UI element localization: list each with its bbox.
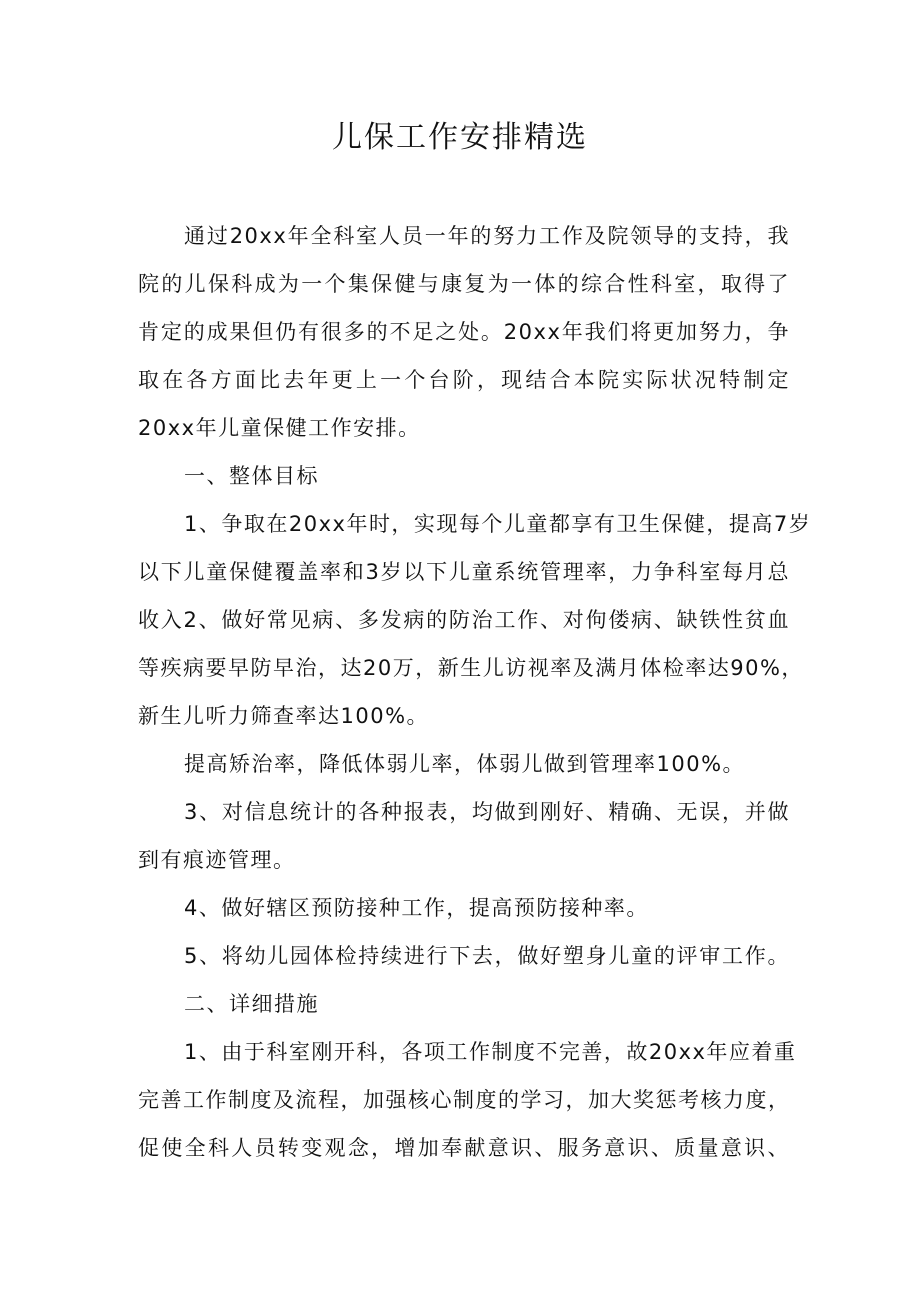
body-line: 等疾病要早防早治，达20万，新生儿访视率及满月体检率达90%， [138, 656, 804, 680]
body-line: 到有痕迹管理。 [138, 848, 296, 872]
body-line: 以下儿童保健覆盖率和3岁以下儿童系统管理率，力争科室每月总 [138, 560, 790, 584]
body-line: 20xx年儿童保健工作安排。 [138, 416, 421, 440]
body-line: 1、由于科室刚开科，各项工作制度不完善，故20xx年应着重 [184, 1040, 797, 1064]
body-line: 5、将幼儿园体检持续进行下去，做好塑身儿童的评审工作。 [184, 944, 790, 968]
body-line: 肯定的成果但仍有很多的不足之处。20xx年我们将更加努力，争 [138, 320, 790, 344]
body-line: 4、做好辖区预防接种工作，提高预防接种率。 [184, 896, 649, 920]
body-line: 促使全科人员转变观念，增加奉献意识、服务意识、质量意识、 [138, 1136, 790, 1160]
body-line: 新生儿听力筛查率达100%。 [138, 704, 430, 728]
body-line: 一、整体目标 [184, 464, 319, 488]
body-line: 院的儿保科成为一个集保健与康复为一体的综合性科室，取得了 [138, 272, 790, 296]
body-line: 1、争取在20xx年时，实现每个儿童都享有卫生保健，提高7岁 [184, 512, 812, 536]
body-line: 二、详细措施 [184, 992, 319, 1016]
body-line: 取在各方面比去年更上一个台阶，现结合本院实际状况特制定 [138, 368, 790, 392]
body-line: 提高矫治率，降低体弱儿率，体弱儿做到管理率100%。 [184, 752, 746, 776]
body-line: 完善工作制度及流程，加强核心制度的学习，加大奖惩考核力度， [138, 1088, 791, 1112]
document-title: 儿保工作安排精选 [332, 120, 588, 155]
body-line: 通过20xx年全科室人员一年的努力工作及院领导的支持，我 [184, 224, 790, 248]
document-body [138, 212, 812, 1172]
body-line: 收入2、做好常见病、多发病的防治工作、对佝偻病、缺铁性贫血 [138, 608, 790, 632]
body-line: 3、对信息统计的各种报表，均做到刚好、精确、无误，并做 [184, 800, 790, 824]
